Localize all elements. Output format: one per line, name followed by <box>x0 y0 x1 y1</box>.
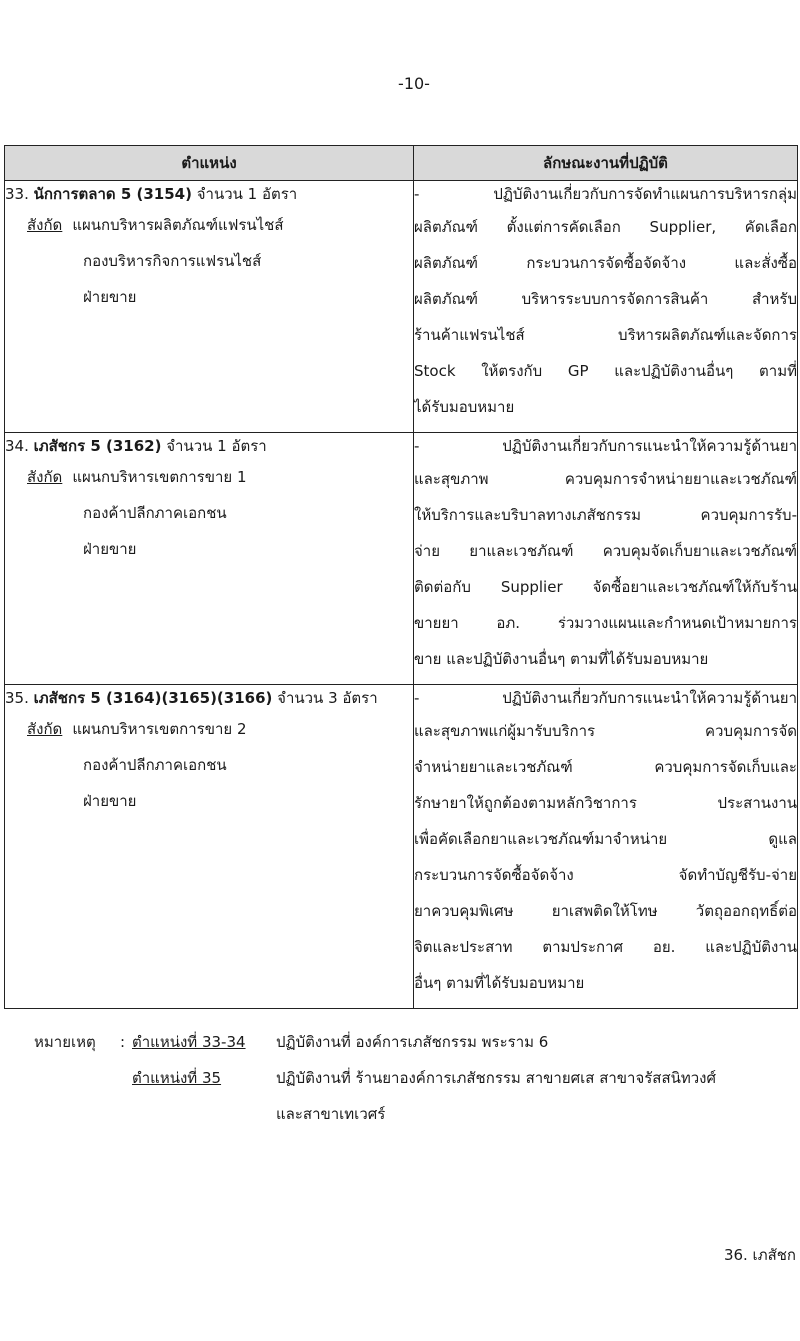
affiliation-line <box>27 711 413 747</box>
position-count: จำนวน 3 อัตรา <box>277 689 378 707</box>
affiliation-line <box>27 459 413 495</box>
table-row <box>5 181 798 433</box>
remark-row <box>34 1066 794 1102</box>
position-title: นักการตลาด 5 (3154) <box>33 185 192 203</box>
duty-line: ผลิตภัณฑ์ กระบวนการจัดซื้อจัดจ้าง และสั่งซื้อ <box>414 254 797 272</box>
duty-line: ให้บริการและบริบาลทางเภสัชกรรม ควบคุมการรับ- <box>414 506 797 524</box>
table-row <box>5 685 798 1009</box>
duty-line: Stock ให้ตรงกับ GP และปฏิบัติงานอื่นๆ ตามที่ <box>414 362 797 380</box>
remark-row <box>34 1102 794 1138</box>
duty-line: อื่นๆ ตามที่ได้รับมอบหมาย <box>414 974 585 992</box>
affiliation-division: กองค้าปลีกภาคเอกชน <box>83 504 227 522</box>
header-position: ตำแหน่ง <box>5 146 414 181</box>
position-count: จำนวน 1 อัตรา <box>196 185 298 203</box>
position-count: จำนวน 1 อัตรา <box>166 437 267 455</box>
duty-line: และสุขภาพ ควบคุมการจำหน่ายยาและเวชภัณฑ์ <box>414 470 797 488</box>
table-row <box>5 433 798 685</box>
affiliation-department: แผนกบริหารเขตการขาย 1 <box>72 468 247 486</box>
position-cell <box>5 181 414 433</box>
table-body <box>5 181 798 1009</box>
table-header-row <box>5 146 798 181</box>
affiliation-department: แผนกบริหารเขตการขาย 2 <box>72 720 247 738</box>
affiliation-section: ฝ่ายขาย <box>83 792 137 810</box>
affiliation-label: สังกัด <box>27 720 63 738</box>
affiliation-label: สังกัด <box>27 216 63 234</box>
duty-line: กระบวนการจัดซื้อจัดจ้าง จัดทำบัญชีรับ-จ่าย <box>414 866 797 884</box>
position-title: เภสัชกร 5 (3164)(3165)(3166) <box>33 689 273 707</box>
duty-line: จ่าย ยาและเวชภัณฑ์ ควบคุมจัดเก็บยาและเวชภัณฑ์ <box>414 542 797 560</box>
duties-cell <box>414 181 798 433</box>
continued-next-page: 36. เภสัชก <box>723 1246 796 1264</box>
remark-position: ตำแหน่งที่ 35 <box>132 1069 222 1087</box>
position-title: เภสัชกร 5 (3162) <box>33 437 162 455</box>
row-number: 33. <box>5 185 29 203</box>
job-table <box>4 145 798 1009</box>
remark-row <box>34 1030 794 1066</box>
affiliation-division: กองบริหารกิจการแฟรนไชส์ <box>83 252 262 270</box>
remark-detail-continued: และสาขาเทเวศร์ <box>276 1105 386 1123</box>
affiliation-line <box>27 207 413 243</box>
header-duties: ลักษณะงานที่ปฏิบัติ <box>414 146 798 181</box>
duty-line: เพื่อคัดเลือกยาและเวชภัณฑ์มาจำหน่าย ดูแล <box>414 830 797 848</box>
duty-line: ยาควบคุมพิเศษ ยาเสพติดให้โทษ วัตถุออกฤทธิ์ต่อ <box>414 902 797 920</box>
page-number: -10- <box>398 74 430 93</box>
affiliation-department: แผนกบริหารผลิตภัณฑ์แฟรนไชส์ <box>72 216 284 234</box>
position-cell <box>5 433 414 685</box>
affiliation-label: สังกัด <box>27 468 63 486</box>
duty-line: ผลิตภัณฑ์ ตั้งแต่การคัดเลือก Supplier, คัดเลือก <box>414 218 797 236</box>
duty-line: ติดต่อกับ Supplier จัดซื้อยาและเวชภัณฑ์ให้กับร้าน <box>414 578 797 596</box>
duties-cell <box>414 685 798 1009</box>
remarks-colon: : <box>120 1033 126 1051</box>
duties-cell <box>414 433 798 685</box>
duty-line: ได้รับมอบหมาย <box>414 398 515 416</box>
position-title-line <box>5 433 413 459</box>
remarks-label: หมายเหตุ <box>34 1033 96 1051</box>
remarks <box>34 1030 794 1138</box>
duty-line: จำหน่ายยาและเวชภัณฑ์ ควบคุมการจัดเก็บและ <box>414 758 797 776</box>
duty-line: จิตและประสาท ตามประกาศ อย. และปฏิบัติงาน <box>414 938 797 956</box>
duty-line: - ปฏิบัติงานเกี่ยวกับการจัดทำแผนการบริหารกลุ่ม <box>414 185 797 203</box>
duty-line: รักษายาให้ถูกต้องตามหลักวิชาการ ประสานงาน <box>414 794 797 812</box>
remark-detail: ปฏิบัติงานที่ องค์การเภสัชกรรม พระราม 6 <box>276 1033 549 1051</box>
duty-line: - ปฏิบัติงานเกี่ยวกับการแนะนำให้ความรู้ด้านยา <box>414 437 797 455</box>
row-number: 34. <box>5 437 29 455</box>
position-title-line <box>5 181 413 207</box>
duty-line: ขายยา อภ. ร่วมวางแผนและกำหนดเป้าหมายการ <box>414 614 797 632</box>
remark-position: ตำแหน่งที่ 33-34 <box>132 1033 246 1051</box>
duty-line: และสุขภาพแก่ผู้มารับบริการ ควบคุมการจัด <box>414 722 797 740</box>
duty-line: ร้านค้าแฟรนไชส์ บริหารผลิตภัณฑ์และจัดการ <box>414 326 797 344</box>
position-cell <box>5 685 414 1009</box>
row-number: 35. <box>5 689 29 707</box>
duty-line: ผลิตภัณฑ์ บริหารระบบการจัดการสินค้า สำหรับ <box>414 290 797 308</box>
position-title-line <box>5 685 413 711</box>
remark-detail: ปฏิบัติงานที่ ร้านยาองค์การเภสัชกรรม สาขายศเส สาขาจรัสสนิทวงศ์ <box>276 1069 717 1087</box>
affiliation-division: กองค้าปลีกภาคเอกชน <box>83 756 227 774</box>
affiliation-section: ฝ่ายขาย <box>83 288 137 306</box>
affiliation-section: ฝ่ายขาย <box>83 540 137 558</box>
duty-line: - ปฏิบัติงานเกี่ยวกับการแนะนำให้ความรู้ด้านยา <box>414 689 797 707</box>
duty-line: ขาย และปฏิบัติงานอื่นๆ ตามที่ได้รับมอบหมาย <box>414 650 709 668</box>
